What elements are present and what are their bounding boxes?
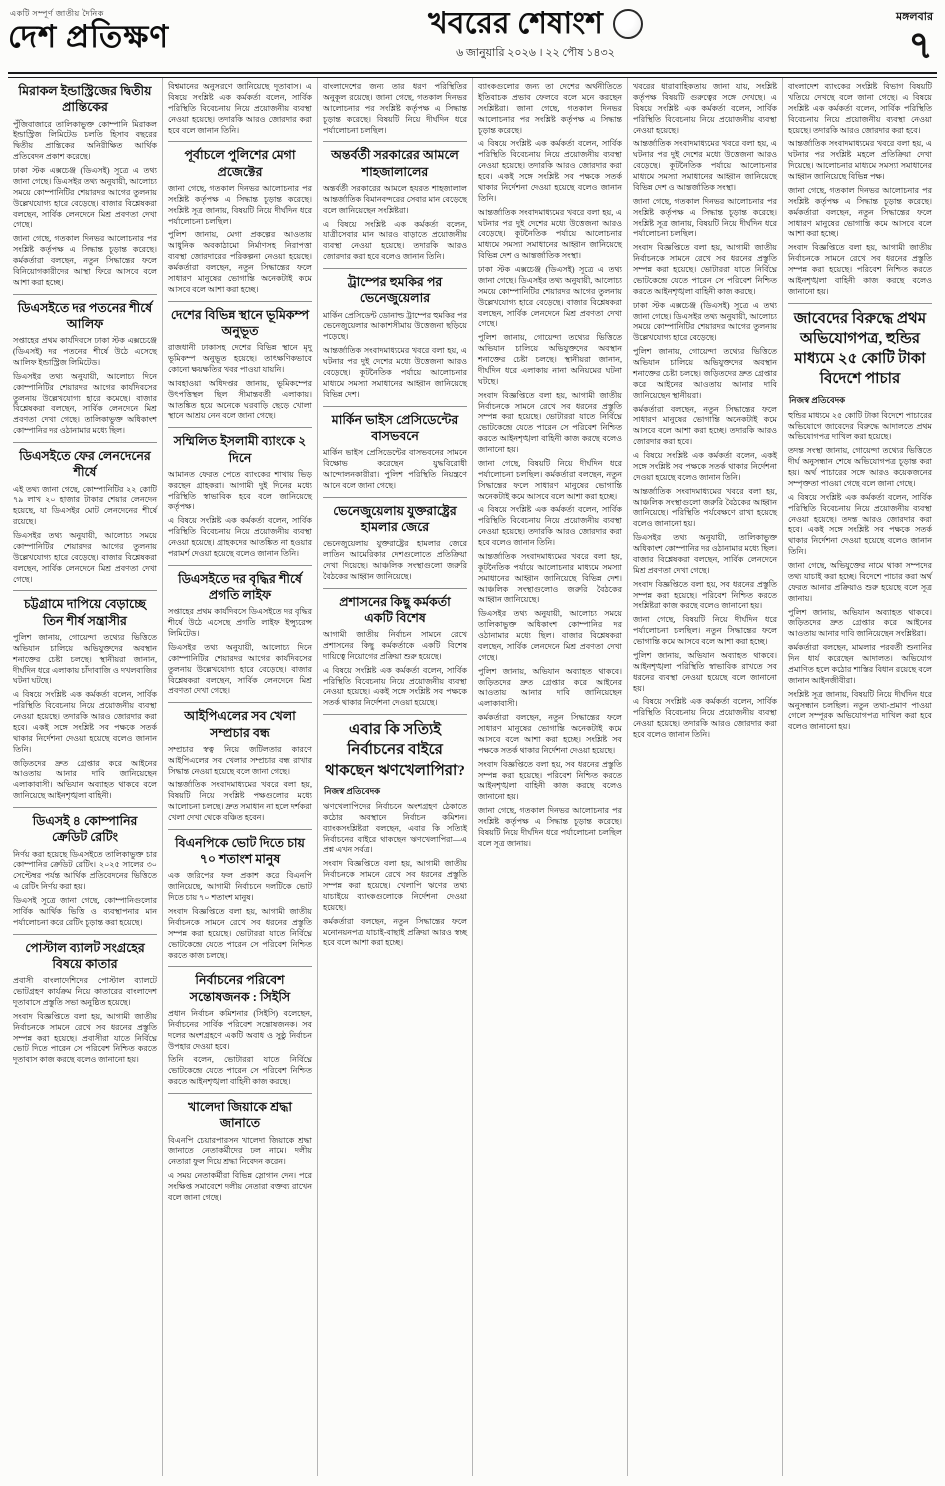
article-paragraph: কর্মকর্তারা বলছেন, নতুন সিদ্ধান্তের ফলে সাধারণ মানুষের ভোগান্তি অনেকটাই কমে আসবে বলে আশা করা হচ্ছে। তদারকি আরও জোরদার করা হবে।: [633, 404, 777, 447]
article: [788, 82, 932, 298]
article-paragraph: এ বিষয়ে সংশ্লিষ্ট এক কর্মকর্তা বলেন, সার্বিক পরিস্থিতি বিবেচনায় নিয়ে প্রয়োজনীয় ব্যবস্থা নেওয়া হয়েছে। তদারকি আরও জোরদার করা হবে। একই সঙ্গে সংশ্লিষ্ট সব পক্ষকে সতর্ক থাকার নির্দেশনা দেওয়া হয়েছে বলেও জানান তিনি।: [478, 139, 622, 203]
article-headline: দেশের বিভিন্ন স্থানে ভূমিকম্প অনুভূত: [170, 307, 310, 338]
article-paragraph: পুলিশ জানায়, অভিযান অব্যাহত থাকবে। আইনশৃঙ্খলা পরিস্থিতি স্বাভাবিক রাখতে সব ধরনের ব্যবস্থা নেওয়া হয়েছে বলে জানানো হয়।: [633, 650, 777, 693]
article-paragraph: এক জরিপের ফল প্রকাশ করে বিএনপি জানিয়েছে, আগামী নির্বাচনে দলটিকে ভোট দিতে চায় ৭০ শতাংশ মানুষ।: [168, 871, 312, 903]
column-6: [783, 78, 937, 1476]
article-paragraph: নির্ণয় করা হয়েছে ডিএসইতে তালিকাভুক্ত চার কোম্পানির ক্রেডিট রেটিং। ২০২৫ সালের ৩০ সেপ্টেম্বর পর্যন্ত আর্থিক প্রতিবেদনের ভিত্তিতে এ রেটিং নির্ণয় করা হয়।: [13, 849, 157, 892]
article-paragraph: আন্তর্জাতিক সংবাদমাধ্যমের খবরে বলা হয়, বিষয়টি নিয়ে সংশ্লিষ্ট পক্ষগুলোর মধ্যে আলোচনা চলছে। দ্রুত সমাধান না হলে দর্শকরা খেলা দেখা থেকে বঞ্চিত হবেন।: [168, 780, 312, 822]
article-paragraph: সংবাদ বিজ্ঞপ্তিতে বলা হয়, সব ধরনের প্রস্তুতি সম্পন্ন করা হয়েছে। পরিবেশ নিশ্চিত করতে সংশ্লিষ্টরা কাজ করছে বলেও জানানো হয়।: [633, 579, 777, 611]
article: [633, 82, 777, 741]
article-byline: নিজস্ব প্রতিবেদক: [324, 785, 381, 796]
article-headline: ডিএসইতে দর পতনের শীর্ষে আলিফ: [17, 300, 153, 331]
article-paragraph: বাংলাদেশ ব্যাংকের সংশ্লিষ্ট বিভাগ বিষয়টি খতিয়ে দেখছে বলে জানা গেছে। এ বিষয়ে সংশ্লিষ্ট এক কর্মকর্তা বলেন, সার্বিক পরিস্থিতি বিবেচনায় নিয়ে প্রয়োজনীয় ব্যবস্থা নেওয়া হয়েছে। তদারকি আরও জোরদার করা হবে।: [788, 82, 932, 135]
article: [168, 141, 312, 295]
article-paragraph: ঢাকা স্টক এক্সচেঞ্জ (ডিএসই) সূত্রে এ তথ্য জানা গেছে। ডিএসইর তথ্য অনুযায়ী, আলোচ্য সময়ে কোম্পানিটির শেয়ারদর আগের তুলনায় উল্লেখযোগ্য হারে বেড়েছে। বাজার বিশ্লেষকরা বলছেন, সার্বিক লেনদেনে মিশ্র প্রবণতা দেখা গেছে।: [13, 166, 157, 230]
article-paragraph: সংবাদ বিজ্ঞপ্তিতে বলা হয়, আগামী জাতীয় নির্বাচনকে সামনে রেখে সব ধরনের প্রস্তুতি সম্পন্ন করা হয়েছে। খেলাপি ঋণের তথ্য যাচাইয়ে ব্যাংকগুলোকে নির্দেশনা দেওয়া হয়েছে।: [323, 859, 467, 912]
article: [13, 294, 157, 437]
article-paragraph: জানা গেছে, অভিযুক্তের নামে থাকা সম্পদের তথ্য যাচাই করা হচ্ছে। বিদেশে পাচার করা অর্থ ফেরত আনার প্রক্রিয়াও শুরু হয়েছে বলে সূত্র জানায়।: [788, 561, 932, 603]
article-headline: মার্কিন ভাইস প্রেসিডেন্টের বাসভবনে: [331, 412, 459, 443]
article: [168, 565, 312, 698]
article: [323, 141, 467, 263]
article-paragraph: এ বিষয়ে সংশ্লিষ্ট এক কর্মকর্তা বলেন, সার্বিক পরিস্থিতি বিবেচনায় নিয়ে প্রয়োজনীয় ব্যবস্থা নেওয়া হয়েছে। তদারকি আরও জোরদার করা হবে। একই সঙ্গে সংশ্লিষ্ট সব পক্ষকে সতর্ক থাকার নির্দেশনা দেওয়া হয়েছে বলেও জানান তিনি।: [13, 690, 157, 754]
article-paragraph: আগামী জাতীয় নির্বাচন সামনে রেখে প্রশাসনের কিছু কর্মকর্তাকে একটি বিশেষ দায়িত্বে নিয়োগের প্রক্রিয়া শুরু হয়েছে।: [323, 630, 467, 661]
article-paragraph: বিশ্বমানের অনুসরণে জানিয়েছে দূতাবাস। এ বিষয়ে সংশ্লিষ্ট এক কর্মকর্তা বলেন, সার্বিক পরিস্থিতি বিবেচনায় নিয়ে প্রয়োজনীয় ব্যবস্থা নেওয়া হয়েছে। তদারকি আরও জোরদার করা হবে বলে জানান তিনি।: [168, 82, 312, 135]
article-paragraph: ডিএসইর তথ্য অনুযায়ী, আলোচ্য সময়ে তালিকাভুক্ত অধিকাংশ কোম্পানির দর ওঠানামার মধ্যে ছিল। বাজার বিশ্লেষকরা বলছেন, সার্বিক লেনদেনে মিশ্র প্রবণতা দেখা গেছে।: [478, 609, 622, 662]
section-block: [258, 6, 813, 63]
article-paragraph: মার্কিন ভাইস প্রেসিডেন্টের বাসভবনের সামনে বিক্ষোভ করেছেন যুদ্ধবিরোধী আন্দোলনকারীরা। পুলিশ পরিস্থিতি নিয়ন্ত্রণে আনে বলে জানা গেছে।: [323, 448, 467, 490]
article-paragraph: এ বিষয়ে সংশ্লিষ্ট এক কর্মকর্তা বলেন, সার্বিক পরিস্থিতি বিবেচনায় নিয়ে প্রয়োজনীয় ব্যবস্থা নেওয়া হয়েছে। তদারকি আরও জোরদার করা হবে বলেও জানান তিনি।: [478, 505, 622, 547]
article-paragraph: প্রবাসী বাংলাদেশিদের পোস্টাল ব্যালটে ভোটগ্রহণ কার্যক্রম নিয়ে কাতারের বাংলাদেশ দূতাবাসে প্রস্তুতি সভা অনুষ্ঠিত হয়েছে।: [13, 976, 157, 1007]
article-paragraph: পুলিশ জানায়, অভিযান অব্যাহত থাকবে। জড়িতদের দ্রুত গ্রেপ্তার করে আইনের আওতায় আনার দাবি জানিয়েছেন সংশ্লিষ্টরা।: [788, 607, 932, 639]
column-2: [163, 78, 318, 1476]
column-4: [473, 78, 628, 1476]
article: [168, 301, 312, 423]
section-row: [428, 8, 643, 40]
article-paragraph: খবরের ধারাবাহিকতায় জানা যায়, সংশ্লিষ্ট কর্তৃপক্ষ বিষয়টি গুরুত্বের সঙ্গে দেখছে। এ বিষয়ে সংশ্লিষ্ট এক কর্মকর্তা বলেন, সার্বিক পরিস্থিতি বিবেচনায় নিয়ে প্রয়োজনীয় ব্যবস্থা নেওয়া হয়েছে।: [633, 82, 777, 135]
page-number: ৭: [908, 25, 933, 67]
article-headline: অন্তর্বর্তী সরকারের আমলে শাহজালালের: [331, 148, 459, 179]
article-paragraph: আন্তর্জাতিক সংবাদমাধ্যমের খবরে বলা হয়, এ ঘটনার পর দুই দেশের মধ্যে উত্তেজনা আরও বেড়েছে। কূটনৈতিক পর্যায়ে আলোচনার মাধ্যমে সমস্যা সমাধানের আহ্বান জানিয়েছে বিভিন্ন দেশ।: [323, 346, 467, 399]
article-paragraph: জানা গেছে, বিষয়টি নিয়ে দীর্ঘদিন ধরে পর্যালোচনা চলছিল। নতুন সিদ্ধান্তের ফলে ভোগান্তি কমে আসবে বলে আশা করা হচ্ছে।: [633, 615, 777, 646]
article: [788, 303, 932, 734]
article-paragraph: প্রধান নির্বাচন কমিশনার (সিইসি) বলেছেন, নির্বাচনের সার্বিক পরিবেশ সন্তোষজনক। সব দলের অংশগ্রহণে একটি অবাধ ও সুষ্ঠু নির্বাচন উপহার দেওয়া হবে।: [168, 1008, 312, 1051]
article-paragraph: সংবাদ বিজ্ঞপ্তিতে বলা হয়, আগামী জাতীয় নির্বাচনকে সামনে রেখে সব ধরনের প্রস্তুতি সম্পন্ন করা হয়েছে। ভোটাররা যাতে নির্বিঘ্নে ভোটকেন্দ্রে যেতে পারেন সে পরিবেশ নিশ্চিত করতে আইনশৃঙ্খলা বাহিনী কাজ করছে বলেও জানানো হয়।: [478, 390, 622, 454]
article-paragraph: কর্মকর্তারা বলছেন, মামলার পরবর্তী শুনানির দিন ধার্য করেছেন আদালত। অভিযোগ প্রমাণিত হলে কঠোর শাস্তির বিধান রয়েছে বলে জানান আইনজীবীরা।: [788, 643, 932, 685]
article-paragraph: আন্তর্জাতিক সংবাদমাধ্যমের খবরে বলা হয়, এ ঘটনার পর সংশ্লিষ্ট মহলে প্রতিক্রিয়া দেখা দিয়েছে। আলোচনার মাধ্যমে সমস্যা সমাধানের আহ্বান জানিয়েছে বিভিন্ন পক্ষ।: [788, 139, 932, 181]
article-paragraph: বাংলাদেশের জন্য তার ধরণ পরিস্থিতির অনুকূল রয়েছে। জানা গেছে, গতকাল দিনভর আলোচনার পর সংশ্লিষ্ট কর্তৃপক্ষ এ সিদ্ধান্ত চূড়ান্ত করেছে। বিষয়টি নিয়ে দীর্ঘদিন ধরে পর্যালোচনা চলছিল।: [323, 82, 467, 135]
article-paragraph: ডিএসইর তথ্য অনুযায়ী, আলোচ্য দিনে কোম্পানিটির শেয়ারদর আগের কার্যদিবসের তুলনায় উল্লেখযোগ্য হারে কমেছে। বাজার বিশ্লেষকরা বলছেন, সার্বিক লেনদেনে মিশ্র প্রবণতা দেখা গেছে। তালিকাভুক্ত অধিকাংশ কোম্পানির দর ওঠানামার মধ্যে ছিল।: [13, 371, 157, 436]
article-paragraph: সংবাদ বিজ্ঞপ্তিতে বলা হয়, সব ধরনের প্রস্তুতি সম্পন্ন করা হয়েছে। পরিবেশ নিশ্চিত করতে আইনশৃঙ্খলা বাহিনী কাজ করছে বলেও জানানো হয়।: [478, 759, 622, 802]
article-paragraph: পুলিশ জানায়, মেগা প্রকল্পের আওতায় আধুনিক অবকাঠামো নির্মাণসহ নিরাপত্তা ব্যবস্থা জোরদারের পরিকল্পনা নেওয়া হয়েছে। কর্মকর্তারা বলছেন, নতুন সিদ্ধান্তের ফলে সাধারণ মানুষের ভোগান্তি অনেকটাই কমে আসবে বলে আশা করা হচ্ছে।: [168, 230, 312, 294]
article-paragraph: ডিএসই সূত্রে জানা গেছে, কোম্পানিগুলোর সার্বিক আর্থিক ভিত্তি ও ব্যবস্থাপনার মান পর্যালোচনা করে রেটিং চূড়ান্ত করা হয়েছে।: [13, 896, 157, 927]
article-headline: নির্বাচনের পরিবেশ সন্তোষজনক : সিইসি: [189, 973, 291, 1004]
article-paragraph: ঋণখেলাপিদের নির্বাচনে অংশগ্রহণ ঠেকাতে কঠোর অবস্থানে নির্বাচন কমিশন। ব্যাংকসংশ্লিষ্টরা বলছেন, এবার কি সত্যিই নির্বাচনের বাইরে থাকছেন ঋণখেলাপিরা—এ প্রশ্ন এখন সর্বত্র।: [323, 801, 467, 855]
article-paragraph: হুন্ডির মাধ্যমে ২৫ কোটি টাকা বিদেশে পাচারের অভিযোগে জাবেদের বিরুদ্ধে আদালতে প্রথম অভিযোগপত্র দাখিল করা হয়েছে।: [788, 410, 932, 442]
article-paragraph: পুলিশ জানায়, গোয়েন্দা তথ্যের ভিত্তিতে অভিযান চালিয়ে অভিযুক্তদের অবস্থান শনাক্তের চেষ্টা চলছে। স্থানীয়রা জানান, দীর্ঘদিন ধরে এলাকায় চাঁদাবাজি ও দখলবাজির ঘটনা ঘটছে।: [13, 632, 157, 686]
article-headline: ট্রাম্পের হুমকির পর ভেনেজুয়েলার: [347, 275, 443, 306]
article-headline: ডিএসই ৪ কোম্পানির ক্রেডিট রেটিং: [32, 814, 138, 845]
article-paragraph: ডিএসইর তথ্য অনুযায়ী, তালিকাভুক্ত অধিকাংশ কোম্পানির দর ওঠানামার মধ্যে ছিল। বাজার বিশ্লেষকরা বলছেন, সার্বিক লেনদেনে মিশ্র প্রবণতা দেখা গেছে।: [633, 533, 777, 575]
article: [168, 966, 312, 1088]
article-paragraph: এ বিষয়ে সংশ্লিষ্ট এক কর্মকর্তা বলেন, সার্বিক পরিস্থিতি বিবেচনায় নিয়ে প্রয়োজনীয় ব্যবস্থা নেওয়া হয়েছে। তদারকি আরও জোরদার করা হবে বলেও জানান তিনি।: [633, 697, 777, 739]
article-paragraph: তদন্ত সংস্থা জানায়, গোয়েন্দা তথ্যের ভিত্তিতে দীর্ঘ অনুসন্ধান শেষে অভিযোগপত্র চূড়ান্ত করা হয়। অর্থ পাচারের সঙ্গে আরও কয়েকজনের সম্পৃক্ততা পাওয়া গেছে বলে জানা গেছে।: [788, 446, 932, 488]
article-paragraph: এ বিষয়ে সংশ্লিষ্ট এক কর্মকর্তা বলেন, সার্বিক পরিস্থিতি বিবেচনায় নিয়ে প্রয়োজনীয় ব্যবস্থা নেওয়া হয়েছে। একই সঙ্গে সংশ্লিষ্ট সব পক্ষকে সতর্ক থাকার নির্দেশনা দেওয়া হয়েছে।: [323, 665, 467, 708]
article-paragraph: এ বিষয়ে সংশ্লিষ্ট এক কর্মকর্তা বলেন, সার্বিক পরিস্থিতি বিবেচনায় নিয়ে প্রয়োজনীয় ব্যবস্থা নেওয়া হয়েছে। গ্রাহকদের আতঙ্কিত না হওয়ার পরামর্শ দেওয়া হয়েছে বলেও জানান তিনি।: [168, 516, 312, 558]
columns: [8, 77, 937, 1476]
article-paragraph: সপ্তাহের প্রথম কার্যদিবসে ঢাকা স্টক এক্সচেঞ্জে (ডিএসই) দর পতনের শীর্ষে উঠে এসেছে আলিফ ইন্ডাস্ট্রিজ লিমিটেড।: [13, 336, 157, 367]
article-paragraph: ঢাকা স্টক এক্সচেঞ্জ (ডিএসই) সূত্রে এ তথ্য জানা গেছে। ডিএসইর তথ্য অনুযায়ী, আলোচ্য সময়ে কোম্পানিটির শেয়ারদর আগের তুলনায় উল্লেখযোগ্য হারে বেড়েছে। বাজার বিশ্লেষকরা বলছেন, সার্বিক লেনদেনে মিশ্র প্রবণতা দেখা গেছে।: [478, 265, 622, 329]
article-paragraph: আন্তর্জাতিক সংবাদমাধ্যমের খবরে বলা হয়, এ ঘটনার পর দুই দেশের মধ্যে উত্তেজনা আরও বেড়েছে। কূটনৈতিক পর্যায়ে আলোচনার মাধ্যমে সমস্যা সমাধানের আহ্বান জানিয়েছে বিভিন্ন দেশ ও আন্তর্জাতিক সংস্থা।: [478, 207, 622, 261]
article: [168, 82, 312, 136]
section-title: খবরের শেষাংশ: [428, 7, 603, 40]
column-3: [318, 78, 473, 1476]
article-paragraph: পুলিশ জানায়, অভিযান অব্যাহত থাকবে। জড়িতদের দ্রুত গ্রেপ্তার করে আইনের আওতায় আনার দাবি জানিয়েছেন এলাকাবাসী।: [478, 666, 622, 709]
article-paragraph: মার্কিন প্রেসিডেন্ট ডোনাল্ড ট্রাম্পের হুমকির পর ভেনেজুয়েলার আকাশসীমায় উত্তেজনা ছড়িয়ে পড়েছে।: [323, 310, 467, 342]
article-headline: খালেদা জিয়াকে শ্রদ্ধা জানাতে: [187, 1100, 292, 1131]
article-paragraph: সপ্তাহের প্রথম কার্যদিবসে ডিএসইতে দর বৃদ্ধির শীর্ষে উঠে এসেছে প্রগতি লাইফ ইন্স্যুরেন্স লিমিটেড।: [168, 607, 312, 638]
article-paragraph: সংবাদ বিজ্ঞপ্তিতে বলা হয়, আগামী জাতীয় নির্বাচনকে সামনে রেখে সব ধরনের প্রস্তুতি সম্পন্ন করা হয়েছে। ভোটাররা যাতে নির্বিঘ্নে ভোটকেন্দ্রে যেতে পারেন সে পরিবেশ নিশ্চিত করতে কাজ চলছে।: [168, 907, 312, 960]
article-paragraph: এ বিষয়ে সংশ্লিষ্ট এক কর্মকর্তা বলেন, যাত্রীসেবার মান আরও বাড়াতে প্রয়োজনীয় ব্যবস্থা নেওয়া হয়েছে। তদারকি আরও জোরদার করা হবে বলেও জানান তিনি।: [323, 219, 467, 262]
article: [323, 497, 467, 583]
date-line: ৬ জানুয়ারি ২০২৬ । ২২ পৌষ ১৪৩২: [456, 46, 615, 59]
article-headline: বিএনপিকে ভোট দিতে চায় ৭০ শতাংশ মানুষ: [175, 835, 305, 867]
article: [13, 590, 157, 802]
article: [323, 714, 467, 949]
article-paragraph: এ বিষয়ে সংশ্লিষ্ট এক কর্মকর্তা বলেন, সার্বিক পরিস্থিতি বিবেচনায় নিয়ে প্রয়োজনীয় ব্যবস্থা নেওয়া হয়েছে। তদন্ত আরও জোরদার করা হবে। একই সঙ্গে সংশ্লিষ্ট সব পক্ষকে সতর্ক থাকার নির্দেশনা দেওয়া হয়েছে বলেও জানান তিনি।: [788, 492, 932, 557]
article-paragraph: ভেনেজুয়েলায় যুক্তরাষ্ট্রের হামলার জেরে লাতিন আমেরিকার দেশগুলোতে প্রতিক্রিয়া দেখা দিয়েছে। আঞ্চলিক সংস্থাগুলো জরুরি বৈঠকের আহ্বান জানিয়েছে।: [323, 539, 467, 581]
article-paragraph: জড়িতদের দ্রুত গ্রেপ্তার করে আইনের আওতায় আনার দাবি জানিয়েছেন এলাকাবাসী। অভিযান অব্যাহত থাকবে বলে জানিয়েছে আইনশৃঙ্খলা বাহিনী।: [13, 758, 157, 801]
article-paragraph: জানা গেছে, গতকাল দিনভর আলোচনার পর সংশ্লিষ্ট কর্তৃপক্ষ এ সিদ্ধান্ত চূড়ান্ত করেছে। কর্মকর্তারা বলছেন, নতুন সিদ্ধান্তের ফলে বিনিয়োগকারীদের আস্থা ফিরে আসবে বলে আশা করা হচ্ছে।: [13, 234, 157, 287]
article-headline: সম্মিলিত ইসলামী ব্যাংকে ২ দিনে: [173, 434, 307, 465]
article-headline: ডিএসইতে দর বৃদ্ধির শীর্ষে প্রগতি লাইফ: [178, 571, 302, 602]
paper-name: দেশ প্রতিক্ষণ: [8, 19, 170, 54]
article: [168, 702, 312, 824]
article-paragraph: রাজধানী ঢাকাসহ দেশের বিভিন্ন স্থানে মৃদু ভূমিকম্প অনুভূত হয়েছে। তাৎক্ষণিকভাবে কোনো ক্ষয়ক্ষতির খবর পাওয়া যায়নি।: [168, 343, 312, 374]
article-paragraph: তিনি বলেন, ভোটাররা যাতে নির্বিঘ্নে ভোটকেন্দ্রে যেতে পারেন সে পরিবেশ নিশ্চিত করতে আইনশৃঙ্খলা বাহিনী কাজ করছে।: [168, 1055, 312, 1087]
article: [13, 83, 157, 289]
article: [13, 934, 157, 1067]
day-label: মঙ্গলবার: [896, 11, 933, 23]
article-paragraph: এ বিষয়ে সংশ্লিষ্ট এক কর্মকর্তা বলেন, একই সঙ্গে সংশ্লিষ্ট সব পক্ষকে সতর্ক থাকার নির্দেশনা দেওয়া হয়েছে বলেও জানান তিনি।: [633, 451, 777, 482]
article-paragraph: কর্মকর্তারা বলছেন, নতুন সিদ্ধান্তের ফলে মনোনয়নপত্র যাচাই-বাছাই প্রক্রিয়া আরও স্বচ্ছ হবে বলে আশা করা হচ্ছে।: [323, 916, 467, 948]
article-headline: এবার কি সত্যিই নির্বাচনের বাইরে থাকছেন ঋণখেলাপিরা?: [325, 722, 465, 779]
masthead-tagline: একটি সম্পূর্ণ জাতীয় দৈনিক: [10, 9, 104, 18]
article-paragraph: অন্তর্বর্তী সরকারের আমলে হযরত শাহজালাল আন্তর্জাতিক বিমানবন্দরের সেবার মান বেড়েছে বলে জানিয়েছেন সংশ্লিষ্টরা।: [323, 183, 467, 215]
article: [168, 1093, 312, 1204]
article-headline: আইপিএলের সব খেলা সম্প্রচার বন্ধ: [184, 709, 296, 740]
article-headline: মিরাকল ইন্ডাস্ট্রিজের দ্বিতীয় প্রান্তিকের: [18, 84, 152, 115]
article-paragraph: সংবাদ বিজ্ঞপ্তিতে বলা হয়, আগামী জাতীয় নির্বাচনকে সামনে রেখে সব ধরনের প্রস্তুতি সম্পন্ন করা হয়েছে। প্রবাসীরা যাতে নির্বিঘ্নে ভোট দিতে পারেন সে পরিবেশ নিশ্চিত করতে দূতাবাস কাজ করছে বলেও জানানো হয়।: [13, 1011, 157, 1065]
article-paragraph: এ সময় নেতাকর্মীরা বিভিন্ন স্লোগান দেন। পরে সংক্ষিপ্ত সমাবেশে দলীয় নেতারা বক্তব্য রাখেন বলে জানা গেছে।: [168, 1171, 312, 1202]
article-paragraph: ডিএসইর তথ্য অনুযায়ী, আলোচ্য দিনে কোম্পানিটির শেয়ারদর আগের কার্যদিবসের তুলনায় উল্লেখযোগ্য হারে বেড়েছে। বাজার বিশ্লেষকরা বলছেন, সার্বিক লেনদেনে মিশ্র প্রবণতা দেখা গেছে।: [168, 642, 312, 696]
article-paragraph: আমানত ফেরত পেতে ব্যাংকের শাখায় ভিড় করছেন গ্রাহকরা। আগামী দুই দিনের মধ্যে পরিস্থিতি স্বাভাবিক হবে বলে জানিয়েছে কর্তৃপক্ষ।: [168, 469, 312, 512]
article-headline: ডিএসইতে ফের লেনদেনের শীর্ষে: [19, 449, 151, 480]
article-paragraph: জানা গেছে, গতকাল দিনভর আলোচনার পর সংশ্লিষ্ট কর্তৃপক্ষ এ সিদ্ধান্ত চূড়ান্ত করেছে। কর্মকর্তারা বলছেন, নতুন সিদ্ধান্তের ফলে সাধারণ মানুষের ভোগান্তি কমে আসবে বলে আশা করা হচ্ছে।: [788, 185, 932, 239]
column-5: [628, 78, 783, 1476]
article: [13, 807, 157, 929]
article-paragraph: আন্তর্জাতিক সংবাদমাধ্যমের খবরে বলা হয়, আঞ্চলিক সংস্থাগুলো জরুরি বৈঠকের আহ্বান জানিয়েছে। পরিস্থিতি পর্যবেক্ষণে রাখা হয়েছে বলেও জানানো হয়।: [633, 486, 777, 529]
article: [323, 588, 467, 710]
article-byline: নিজস্ব প্রতিবেদক: [789, 394, 846, 405]
article-paragraph: সম্প্রচার স্বত্ব নিয়ে জটিলতার কারণে আইপিএলের সব খেলার সম্প্রচার বন্ধ রাখার সিদ্ধান্ত নেওয়া হয়েছে বলে জানা গেছে।: [168, 744, 312, 776]
article-headline: জাবেদের বিরুদ্ধে প্রথম অভিযোগপত্র, হুন্ডির মাধ্যমে ২৫ কোটি টাকা বিদেশে পাচার: [793, 310, 927, 388]
article-paragraph: পুলিশ জানায়, গোয়েন্দা তথ্যের ভিত্তিতে অভিযান চালিয়ে অভিযুক্তদের অবস্থান শনাক্তের চেষ্টা চলছে। স্থানীয়রা জানান, দীর্ঘদিন ধরে এলাকায় নানা অনিয়মের ঘটনা ঘটছে।: [478, 333, 622, 386]
column-1: [8, 78, 163, 1476]
article: [168, 427, 312, 560]
article: [323, 406, 467, 492]
article: [478, 82, 622, 850]
article-paragraph: সংবাদ বিজ্ঞপ্তিতে বলা হয়, আগামী জাতীয় নির্বাচনকে সামনে রেখে সব ধরনের প্রস্তুতি সম্পন্ন করা হয়েছে। ভোটাররা যাতে নির্বিঘ্নে ভোটকেন্দ্রে যেতে পারেন সে পরিবেশ নিশ্চিত করতে আইনশৃঙ্খলা বাহিনী কাজ করছে।: [633, 243, 777, 296]
article-paragraph: বিএনপি চেয়ারপারসন খালেদা জিয়াকে শ্রদ্ধা জানাতে নেতাকর্মীদের ঢল নামে। দলীয় নেতারা ফুল দিয়ে শ্রদ্ধা নিবেদন করেন।: [168, 1135, 312, 1167]
article-headline: চট্টগ্রামে দাপিয়ে বেড়াচ্ছে তিন শীর্ষ সন্ত্রাসীর: [24, 597, 146, 628]
article-paragraph: জানা গেছে, গতকাল দিনভর আলোচনার পর সংশ্লিষ্ট কর্তৃপক্ষ এ সিদ্ধান্ত চূড়ান্ত করেছে। বিষয়টি নিয়ে দীর্ঘদিন ধরে পর্যালোচনা চলছিল বলে সূত্র জানায়।: [478, 806, 622, 848]
masthead: [8, 6, 258, 54]
article-paragraph: ব্যাংকগুলোর জন্য তা দেশের অর্থনীতিতে ইতিবাচক প্রভাব ফেলবে বলে মনে করছেন সংশ্লিষ্টরা। জানা গেছে, গতকাল দিনভর আলোচনার পর সংশ্লিষ্ট কর্তৃপক্ষ এ সিদ্ধান্ত চূড়ান্ত করেছে।: [478, 82, 622, 135]
article-paragraph: কর্মকর্তারা বলছেন, নতুন সিদ্ধান্তের ফলে সাধারণ মানুষের ভোগান্তি অনেকটাই কমে আসবে বলে আশা করা হচ্ছে। সংশ্লিষ্ট সব পক্ষকে সতর্ক থাকার নির্দেশনা দেওয়া হয়েছে।: [478, 713, 622, 755]
article-paragraph: পুলিশ জানায়, গোয়েন্দা তথ্যের ভিত্তিতে অভিযান চালিয়ে অভিযুক্তদের অবস্থান শনাক্তের চেষ্টা চলছে। জড়িতদের দ্রুত গ্রেপ্তার করে আইনের আওতায় আনার দাবি জানিয়েছেন স্থানীয়রা।: [633, 347, 777, 400]
article-paragraph: ঢাকা স্টক এক্সচেঞ্জ (ডিএসই) সূত্রে এ তথ্য জানা গেছে। ডিএসইর তথ্য অনুযায়ী, আলোচ্য সময়ে কোম্পানিটির শেয়ারদর আগের তুলনায় উল্লেখযোগ্য হারে বেড়েছে।: [633, 300, 777, 343]
article-paragraph: আন্তর্জাতিক সংবাদমাধ্যমের খবরে বলা হয়, এ ঘটনার পর দুই দেশের মধ্যে উত্তেজনা আরও বেড়েছে। কূটনৈতিক পর্যায়ে আলোচনার মাধ্যমে সমস্যা সমাধানের আহ্বান জানিয়েছে বিভিন্ন দেশ ও আন্তর্জাতিক সংস্থা।: [633, 139, 777, 192]
article-paragraph: আবহাওয়া অধিদপ্তর জানায়, ভূমিকম্পের উৎপত্তিস্থল ছিল সীমান্তবর্তী এলাকায়। আতঙ্কিত হয়ে অনেকে ঘরবাড়ি ছেড়ে খোলা স্থানে আশ্রয় নেন বলে জানা গেছে।: [168, 378, 312, 421]
article-paragraph: এই তথ্য জানা গেছে, কোম্পানিটির ২২ কোটি ৭৯ লাখ ২০ হাজার টাকার শেয়ার লেনদেন হয়েছে, যা ডিএসইর মোট লেনদেনের শীর্ষে রয়েছে।: [13, 484, 157, 527]
article: [323, 82, 467, 136]
article: [13, 442, 157, 585]
article-headline: পোস্টাল ব্যালট সংগ্রহের বিষয়ে কাতার: [25, 940, 145, 971]
article: [168, 829, 312, 962]
page-meta: [813, 6, 937, 65]
article-paragraph: আন্তর্জাতিক সংবাদমাধ্যমের খবরে বলা হয়, কূটনৈতিক পর্যায়ে আলোচনার মাধ্যমে সমস্যা সমাধানের আহ্বান জানিয়েছে বিভিন্ন দেশ। আঞ্চলিক সংস্থাগুলোও জরুরি বৈঠকের আহ্বান জানিয়েছে।: [478, 551, 622, 605]
article-paragraph: ডিএসইর তথ্য অনুযায়ী, আলোচ্য সময়ে কোম্পানিটির শেয়ারদর আগের তুলনায় উল্লেখযোগ্য হারে বেড়েছে। বাজার বিশ্লেষকরা বলছেন, সার্বিক লেনদেনে মিশ্র প্রবণতা দেখা গেছে।: [13, 531, 157, 584]
article-headline: পূর্বাচলে পুলিশের মেগা প্রজেক্টের: [184, 148, 296, 179]
article-paragraph: জানা গেছে, বিষয়টি নিয়ে দীর্ঘদিন ধরে পর্যালোচনা চলছিল। কর্মকর্তারা বলছেন, নতুন সিদ্ধান্তের ফলে সাধারণ মানুষের ভোগান্তি অনেকটাই কমে আসবে বলে আশা করা হচ্ছে।: [478, 458, 622, 501]
masthead-emblem-icon: [613, 9, 643, 39]
article-paragraph: জানা গেছে, গতকাল দিনভর আলোচনার পর সংশ্লিষ্ট কর্তৃপক্ষ এ সিদ্ধান্ত চূড়ান্ত করেছে। সংশ্লিষ্ট সূত্র জানায়, বিষয়টি নিয়ে দীর্ঘদিন ধরে পর্যালোচনা চলছিল।: [168, 183, 312, 226]
article-paragraph: সংবাদ বিজ্ঞপ্তিতে বলা হয়, আগামী জাতীয় নির্বাচনকে সামনে রেখে সব ধরনের প্রস্তুতি সম্পন্ন করা হয়েছে। পরিবেশ নিশ্চিত করতে আইনশৃঙ্খলা বাহিনী কাজ করছে বলেও জানানো হয়।: [788, 243, 932, 296]
article-paragraph: সংশ্লিষ্ট সূত্র জানায়, বিষয়টি নিয়ে দীর্ঘদিন ধরে অনুসন্ধান চলছিল। নতুন তথ্য-প্রমাণ পাওয়া গেলে সম্পূরক অভিযোগপত্র দাখিল করা হবে বলেও জানানো হয়।: [788, 689, 932, 732]
article-paragraph: জানা গেছে, গতকাল দিনভর আলোচনার পর সংশ্লিষ্ট কর্তৃপক্ষ এ সিদ্ধান্ত চূড়ান্ত করেছে। সংশ্লিষ্ট সূত্র জানায়, বিষয়টি নিয়ে দীর্ঘদিন ধরে পর্যালোচনা চলছিল।: [633, 196, 777, 239]
article-headline: ভেনেজুয়েলায় যুক্তরাষ্ট্রের হামলার জেরে: [333, 503, 457, 534]
article-paragraph: পুঁজিবাজারে তালিকাভুক্ত কোম্পানি মিরাকল ইন্ডাস্ট্রিজ লিমিটেড চলতি হিসাব বছরের দ্বিতীয় প্রান্তিকের অনিরীক্ষিত আর্থিক প্রতিবেদন প্রকাশ করেছে।: [13, 119, 157, 162]
article-headline: প্রশাসনের কিছু কর্মকর্তা একটি বিশেষ: [339, 594, 451, 625]
page-header: [8, 6, 937, 74]
article: [323, 268, 467, 401]
